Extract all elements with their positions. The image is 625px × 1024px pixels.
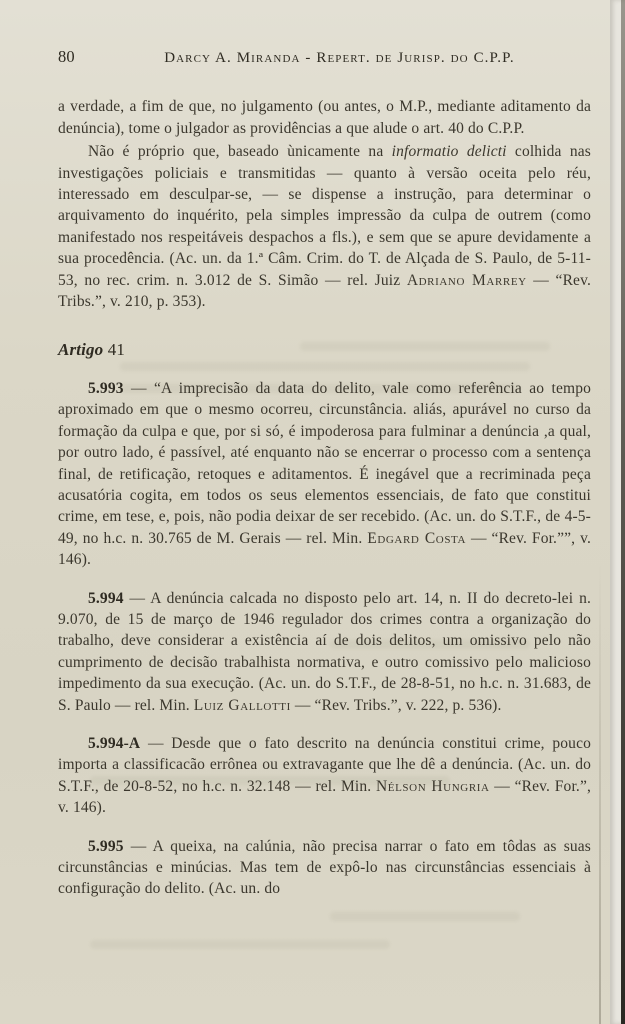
text-segment: — “Rev. For.””, v. 146). bbox=[58, 529, 592, 569]
text-segment: 5.994 bbox=[88, 589, 124, 607]
running-header bbox=[58, 46, 591, 69]
page-crease bbox=[599, 560, 601, 1024]
text-segment: Luiz Gallotti bbox=[193, 696, 291, 714]
text-segment: Edgard Costa bbox=[367, 529, 467, 547]
article-heading bbox=[58, 339, 591, 360]
text-segment: — A queixa, na calúnia, não precisa narrar o fato em tôdas as suas circunstâncias e minúcias. Mas tem de expô-lo nas circunstâncias essenciais à configuração do delito. (Ac. un. do bbox=[58, 837, 591, 898]
page-content bbox=[58, 46, 591, 902]
paragraph bbox=[58, 96, 591, 139]
text-segment: 41 bbox=[103, 340, 126, 360]
bleed-through-artifact bbox=[90, 940, 390, 949]
paragraph bbox=[58, 836, 591, 900]
running-header-title: Darcy A. Miranda - Repert. de Jurisp. do C.P.P. bbox=[164, 50, 515, 66]
text-segment: informatio delicti bbox=[391, 143, 507, 161]
text-segment: — Desde que o fato descrito na denúncia constitui crime, pouco importa a classificacão errônea ou extravagante que lhe dê a denúncia. (Ac. un. do S.T.F., de 20-8-52, no h.c. n. 32.148 — rel. Min. bbox=[58, 734, 591, 795]
text-segment: 5.994-A bbox=[88, 734, 141, 752]
text-segment: 5.995 bbox=[88, 837, 124, 855]
text-segment: — “Rev. For.”, v. 146). bbox=[58, 777, 591, 817]
page-body bbox=[58, 96, 591, 899]
text-segment: Artigo bbox=[58, 340, 104, 360]
text-segment: — A denúncia calcada no disposto pelo art. 14, n. II do decreto-lei n. 9.070, de 15 de março de 1946 regulador dos crimes contra a organização do trabalho, deve considerar a existência aí de dois delitos, um omissivo pelo não cumprimento de decisão trabalhista normativa, e outro comissivo pelo malicioso impedimento da sua execução. (Ac. un. do S.T.F., de 28-8-51, no h.c. n. 31.683, de S. Paulo — rel. Min. bbox=[58, 589, 591, 714]
text-segment: Adriano Marrey bbox=[406, 271, 527, 289]
text-segment: Nélson Hungria bbox=[376, 777, 490, 795]
text-segment: 5.993 bbox=[88, 379, 124, 397]
bleed-through-artifact bbox=[330, 912, 520, 921]
text-segment: Não é próprio que, baseado ùnicamente na bbox=[88, 143, 392, 161]
page-number: 80 bbox=[58, 47, 75, 66]
text-segment: colhida nas investigações policiais e transmitidas — quanto à versão oceita pelo réu, interessado em desculpar-se, — se dispense a instrução, para determinar o arquivamento do inquérito, pela simples impressão da culpa de outrem (como manifestado nos respeitáveis despachos a fls.), e sem que se apure devidamente a sua procedência. (Ac. un. da 1.ª Câm. Crim. do T. de Alçada de S. Paulo, de 5-11-53, no rec. crim. n. 3.012 de S. Simão — rel. Juiz bbox=[58, 143, 591, 289]
text-segment: a verdade, a fim de que, no julgamento (ou antes, o M.P., mediante aditamento da denúncia), tome o julgador as providências a que alude o art. 40 do C.P.P. bbox=[58, 98, 591, 137]
paragraph bbox=[58, 588, 591, 716]
scan-edge-shadow bbox=[621, 0, 625, 1024]
text-segment: — “Rev. Tribs.”, v. 210, p. 353). bbox=[58, 271, 592, 311]
text-segment: — “A imprecisão da data do delito, vale como referência ao tempo aproximado em que o mesmo ocorreu, circunstância. aliás, apurável no curso da formação da culpa e que, por si só, é impoderosa para fulminar a denúncia ,a qual, por outro lado, é passível, até enquanto não se encerrar o processo com a sentença final, de retificação, retoques e aditamentos. É inegável que a recriminada peça acusatória cogita, em todos os seus elementos essenciais, de fato que constitui crime, em tese, e, pois, não podia deixar de ser recebido. (Ac. un. do S.T.F., de 4-5-49, no h.c. n. 30.765 de M. Gerais — rel. Min. bbox=[58, 379, 591, 547]
paragraph bbox=[58, 733, 591, 819]
paragraph bbox=[58, 378, 591, 571]
text-segment: — “Rev. Tribs.”, v. 222, p. 536). bbox=[290, 696, 502, 714]
paragraph bbox=[58, 141, 591, 312]
